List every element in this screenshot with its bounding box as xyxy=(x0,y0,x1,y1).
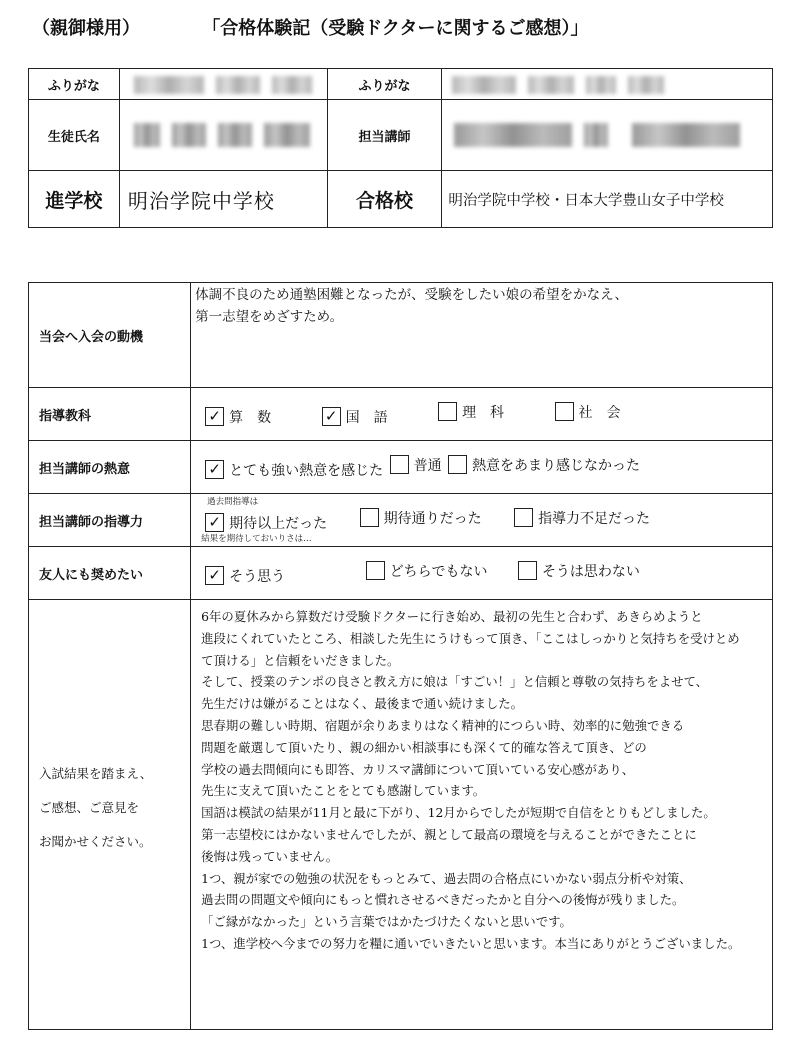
impression-line: 「ご縁がなかった」という言葉ではかたづけたくないと思いです。 xyxy=(201,914,572,930)
ability-above-option[interactable] xyxy=(205,513,327,533)
checkbox-empty-icon[interactable] xyxy=(518,561,537,580)
passion-normal-option[interactable] xyxy=(390,455,442,475)
form-title: 「合格体験記（受験ドクターに関するご感想）」 xyxy=(202,18,589,39)
impression-line: そして、授業のテンポの良さと教え方に娘は「すごい！」と信頼と尊敬の気持ちをよせて、 xyxy=(201,674,709,690)
furigana-label-2: ふりがな xyxy=(327,69,442,100)
info-table xyxy=(28,68,773,228)
checkbox-empty-icon[interactable] xyxy=(555,402,574,421)
passion-strong-option[interactable] xyxy=(205,460,383,480)
subject-science-label: 理 科 xyxy=(462,404,505,421)
subject-japanese-option[interactable] xyxy=(322,407,388,427)
checkbox-checked-icon[interactable]: ✓ xyxy=(322,407,341,426)
subject-japanese-label: 国 語 xyxy=(345,409,388,426)
recommend-neutral-option[interactable] xyxy=(366,561,488,581)
teacher-name-redacted xyxy=(442,100,773,171)
motive-line: 体調不良のため通塾困難となったが、受験をしたい娘の希望をかなえ、 xyxy=(195,287,628,303)
subject-math-option[interactable] xyxy=(205,407,271,427)
checkbox-checked-icon[interactable]: ✓ xyxy=(205,566,224,585)
checkbox-empty-icon[interactable] xyxy=(438,402,457,421)
impression-line: 学校の過去問傾向にも即答、カリスマ講師について頂いている安心感があり、 xyxy=(201,761,635,777)
motive-text xyxy=(191,283,773,388)
ability-as-expected-option[interactable] xyxy=(360,508,482,528)
student-name-label: 生徒氏名 xyxy=(29,100,120,171)
form-kind: （親御様用） xyxy=(32,18,140,39)
ability-lacking-label: 指導力不足だった xyxy=(538,510,651,527)
subjects-label: 指導教科 xyxy=(29,388,191,441)
passed-schools: 明治学院中学校・日本大学豊山女子中学校 xyxy=(442,171,773,228)
impression-line: て頂ける」と信頼をいだきました。 xyxy=(201,652,400,668)
survey-table xyxy=(28,282,773,1030)
checkbox-empty-icon[interactable] xyxy=(366,561,385,580)
teacher-furigana-redacted xyxy=(442,69,773,100)
motive-label: 当会へ入会の動機 xyxy=(29,283,191,388)
furigana-label: ふりがな xyxy=(29,69,120,100)
teacher-label: 担当講師 xyxy=(327,100,442,171)
subjects-options xyxy=(191,388,773,441)
impression-line: 問題を厳選して頂いたり、親の細かい相談事にも深くて的確な答えて頂き、どの xyxy=(201,739,647,755)
recommend-no-label: そうは思わない xyxy=(541,563,640,580)
passed-school-label: 合格校 xyxy=(327,171,442,228)
passion-options xyxy=(191,441,773,494)
impression-line: 過去問の問題文や傾向にもっと慣れさせるべきだったかと自分への後悔が残りました。 xyxy=(201,892,685,908)
ability-note-bottom: 結果を期待しておいりさは… xyxy=(201,534,312,544)
impression-text xyxy=(191,600,773,1030)
ability-above-label: 期待以上だった xyxy=(229,515,328,532)
passion-weak-option[interactable] xyxy=(448,455,640,475)
ability-note-top: 過去問指導は xyxy=(207,497,259,507)
recommend-yes-label: そう思う xyxy=(229,568,286,585)
recommend-yes-option[interactable] xyxy=(205,566,285,586)
impression-line: 後悔は残っていません。 xyxy=(201,848,339,864)
impression-line: 6年の夏休みから算数だけ受験ドクターに行き始め、最初の先生と合わず、あきらめようと xyxy=(201,609,703,624)
ability-options xyxy=(191,494,773,547)
subject-science-option[interactable] xyxy=(438,402,504,422)
recommend-no-option[interactable] xyxy=(518,561,640,581)
ability-label: 担当講師の指導力 xyxy=(29,494,191,547)
passion-weak-label: 熱意をあまり感じなかった xyxy=(472,457,641,474)
student-furigana-redacted xyxy=(119,69,327,100)
checkbox-checked-icon[interactable]: ✓ xyxy=(205,460,224,479)
impression-line: 先生に支えて頂いたことをとても感謝しています。 xyxy=(201,783,486,799)
subject-math-label: 算 数 xyxy=(229,409,272,426)
target-school-label: 進学校 xyxy=(29,171,120,228)
impression-line: 思春期の難しい時期、宿題が余りあまりはなく精神的につらい時、効率的に勉強できる xyxy=(201,717,685,733)
impression-line: 第一志望校にはかないませんでしたが、親として最高の環境を与えることができたことに xyxy=(201,826,697,842)
checkbox-checked-icon[interactable]: ✓ xyxy=(205,407,224,426)
student-name-redacted xyxy=(119,100,327,171)
recommend-neutral-label: どちらでもない xyxy=(389,563,488,580)
impression-prompt-line: お聞かせください。 xyxy=(39,833,152,849)
recommend-label: 友人にも奨めたい xyxy=(29,547,191,600)
subject-social-label: 社 会 xyxy=(578,404,621,421)
checkbox-empty-icon[interactable] xyxy=(448,455,467,474)
recommend-options xyxy=(191,547,773,600)
page-title xyxy=(32,14,589,40)
impression-prompt-line: ご感想、ご意見を xyxy=(39,799,140,815)
impression-prompt xyxy=(29,600,191,1030)
checkbox-checked-icon[interactable]: ✓ xyxy=(205,513,224,532)
impression-line: 進段にくれていたところ、相談した先生にうけもって頂き、「ここはしっかりと気持ちを受けとめ xyxy=(201,630,740,646)
passion-label: 担当講師の熱意 xyxy=(29,441,191,494)
impression-line: 1つ、進学校へ今までの努力を糧に通いでいきたいと思います。本当にありがとうございました。 xyxy=(201,935,741,951)
impression-line: 先生だけは嫌がることはなく、最後まで通い続けました。 xyxy=(201,696,524,712)
impression-prompt-line: 入試結果を踏まえ、 xyxy=(39,765,153,781)
subject-social-option[interactable] xyxy=(555,402,621,422)
motive-line: 第一志望をめざすため。 xyxy=(195,309,344,325)
impression-line: 1つ、親が家での勉強の状況をもっとみて、過去問の合格点にいかない弱点分析や対策、 xyxy=(201,870,692,886)
target-school: 明治学院中学校 xyxy=(119,171,327,228)
impression-line: 国語は模試の結果が11月と最に下がり、12月からでしたが短期で自信をとりもどしました。 xyxy=(201,805,716,821)
checkbox-empty-icon[interactable] xyxy=(390,455,409,474)
passion-normal-label: 普通 xyxy=(413,457,442,474)
checkbox-empty-icon[interactable] xyxy=(514,508,533,527)
passion-strong-label: とても強い熱意を感じた xyxy=(229,462,384,479)
ability-as-expected-label: 期待通りだった xyxy=(383,510,482,527)
ability-lacking-option[interactable] xyxy=(514,508,650,528)
checkbox-empty-icon[interactable] xyxy=(360,508,379,527)
